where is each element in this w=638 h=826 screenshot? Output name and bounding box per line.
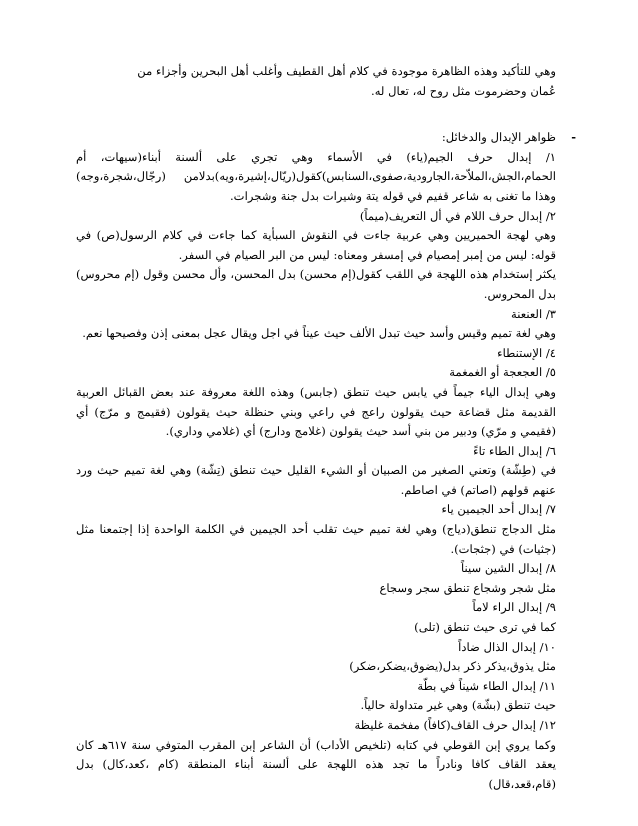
- paragraph-13: مثل الدجاج تنطق(دياج) وهي لغة تميم حيث تقلب أحد الجيمين في الكلمة الواحدة إذا إجتمعنا مثل (جثيات) في (جثجات).: [76, 522, 556, 556]
- paragraph-5: ٣/ العنعنة: [511, 306, 556, 321]
- intro-line-2: عُمان وحضرموت مثل روح له، تعال له.: [371, 83, 556, 98]
- paragraph-9: وهي إبدال الياء جيماً في يابس حيث تنطق (جابس) وهذه اللغة معروفة عند بعض القبائل العربية القديمة مثل قضاعة حيث يقولون راعج في راعي وبني حنظلة حيث يقولون (فقيمج و مرّج) أي (فقيمي و مرّي) ودبير من بني أسد حيث يقولون (غلامج ودارج) أي (غلامي وداري).: [76, 384, 556, 439]
- paragraph-12: ٧/ إبدال أحد الجيمين ياء: [441, 502, 556, 517]
- intro-line-1: وهي للتأكيد وهذه الظاهرة موجودة في كلام أهل القطيف وأغلب أهل البحرين وأجزاء من: [137, 64, 556, 78]
- paragraph-1: ١/ إبدال حرف الجيم(ياء) في الأسماء وهي تجري على ألسنة أبناء(سيهات، أم الحمام،الجش،الملاّحة،الجارودية،صفوى،السنابس)كقول(ريّال،إشيرة،ويه)بدلامن (رجّال،شجرة،وجه) وهذا ما تغنى به شاعر قفيم في قوله يتة وشيرات بدل جنة وشجرات.: [76, 149, 556, 203]
- paragraph-18: ١٠/ إبدال الذال ضاداً: [458, 639, 556, 654]
- bullet-marker: -: [571, 130, 576, 145]
- paragraph-19: مثل يذوق،يذكر ذكر بدل(يضوق،يضكر،ضكر): [349, 659, 556, 674]
- section-heading: [76, 128, 576, 148]
- paragraph-8: ٥/ العجعجة أو الغمغمة: [449, 365, 556, 380]
- intro-paragraph: [76, 62, 556, 101]
- paragraph-4: يكثر إستخدام هذه اللهجة في اللقب كقول(إم محسن) بدل المحسن، وأل محسن وقول (إم محروس) بدل المحروس.: [76, 267, 556, 301]
- paragraph-21: حيث تنطق (بشّة) وهي غير متداولة حالياً.: [360, 698, 556, 713]
- paragraph-23: وكما يروي إبن القوطي في كتابه (تلخيص الأداب) أن الشاعر إبن المقرب المتوفي سنة ٦١٧هـ كان يعقد القاف كافا ونادراً ما تجد هذه اللهجة على ألسنة أبناء المنطقة (كام ،كعد،كال) بدل (قام،قعد،قال): [76, 737, 556, 791]
- paragraph-10: ٦/ إبدال الطاء تاءً: [473, 443, 556, 458]
- paragraph-20: ١١/ إبدال الطاء شيناً في بطّة: [417, 678, 556, 693]
- section-body: [76, 148, 556, 795]
- paragraph-11: في (طِشّة) وتعني الصغير من الصبيان أو الشيء القليل حيث تنطق (تِشّة) وهي لغة تميم حيث ورد عنهم قولهم (اصاتم) في اصاطم.: [76, 463, 556, 497]
- paragraph-17: كما في ترى حيث تنطق (تلى): [414, 620, 556, 635]
- paragraph-7: ٤/ الإستنطاء: [497, 345, 556, 360]
- paragraph-2: ٢/ إبدال حرف اللام في أل التعريف(ميماً): [359, 208, 556, 223]
- paragraph-22: ١٢/ إبدال حرف القاف(كافاً) مفخمة غليظة: [354, 718, 556, 732]
- paragraph-14: ٨/ إبدال الشين سيناً: [460, 561, 556, 576]
- paragraph-3: وهي لهجة الحميريين وهي عربية جاءت في النقوش السبأية كما جاءت في كلام الرسول(ص) في قوله: ليس من إمبر إمصيام في إمسفر ومعناه: ليس من البر الصيام في السفر.: [76, 228, 556, 262]
- paragraph-6: وهي لغة تميم وقيس وأسد حيث تبدل الألف حيث عيناً في اجل ويقال عجل بمعنى إذن وفصيحها نعم.: [82, 326, 556, 341]
- document-page: [76, 62, 576, 794]
- section-title: ظواهر الإبدال والدخائل:: [441, 130, 556, 145]
- paragraph-15: مثل شجر وشجاع تنطق سجر وسجاع: [379, 580, 556, 595]
- paragraph-16: ٩/ إبدال الراء لاماً: [472, 600, 556, 615]
